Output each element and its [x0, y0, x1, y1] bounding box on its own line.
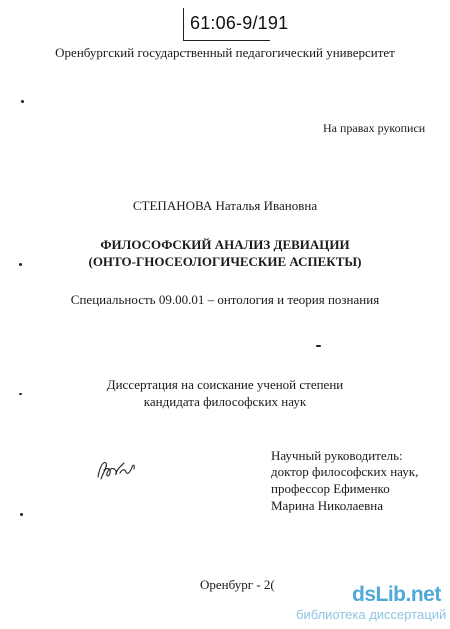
advisor-degree: доктор философских наук,	[271, 464, 419, 479]
degree-line-2: кандидата философских наук	[143, 394, 307, 409]
advisor-title-surname: профессор Ефименко	[271, 481, 390, 496]
specialty-line: Специальность 09.00.01 – онтология и теория познания	[70, 292, 380, 307]
city-year: Оренбург - 2(	[200, 577, 275, 592]
scan-speck	[316, 345, 321, 347]
scan-speck	[19, 393, 22, 395]
thesis-title-line-2: (ОНТО-ГНОСЕОЛОГИЧЕСКИЕ АСПЕКТЫ)	[88, 254, 362, 269]
author-name: СТЕПАНОВА Наталья Ивановна	[132, 198, 318, 213]
advisor-heading: Научный руководитель:	[271, 448, 403, 463]
manuscript-rights-note: На правах рукописи	[323, 121, 426, 135]
watermark-subtitle: библиотека диссертаций	[296, 607, 447, 622]
handwritten-signature	[94, 455, 140, 485]
scan-speck	[19, 263, 22, 266]
watermark-logo: dsLib.net	[352, 583, 441, 606]
scan-speck	[20, 513, 23, 516]
thesis-title-line-1: ФИЛОСОФСКИЙ АНАЛИЗ ДЕВИАЦИИ	[100, 237, 350, 252]
university-name: Оренбургский государственный педагогический университет	[55, 45, 395, 60]
degree-line-1: Диссертация на соискание ученой степени	[106, 377, 344, 392]
library-stamp-code: 61:06-9/191	[190, 13, 289, 33]
advisor-given-names: Марина Николаевна	[271, 498, 383, 513]
scan-speck	[21, 100, 24, 103]
